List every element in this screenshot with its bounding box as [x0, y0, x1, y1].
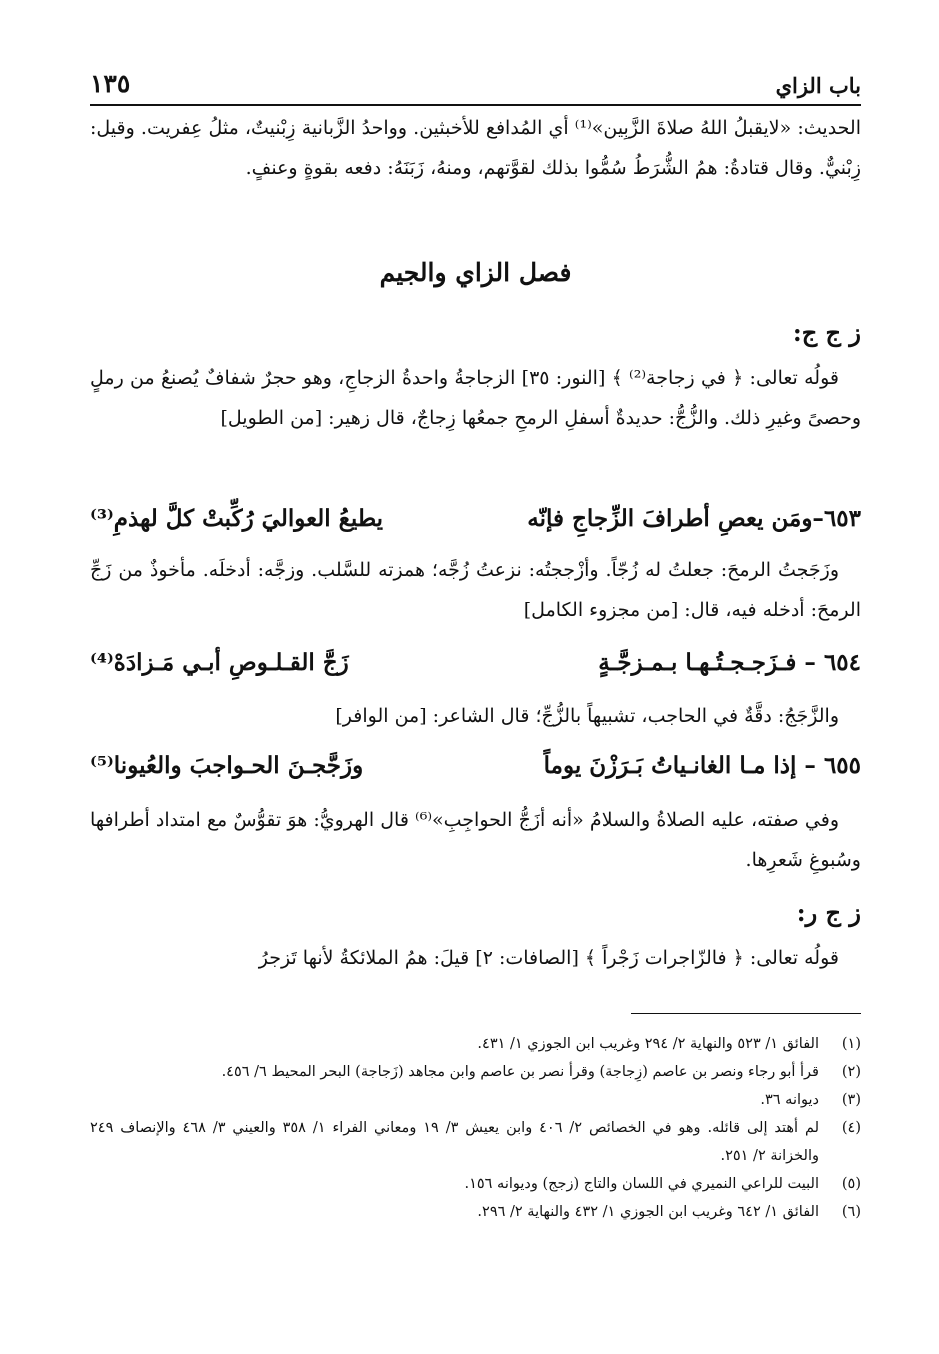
footnote-text: الفائق ١/ ٥٢٣ والنهاية ٢/ ٢٩٤ وغريب ابن الجوزي ١/ ٤٣١. [477, 1036, 819, 1052]
footnote-text: لم أهتد إلى قائله. وهو في الخصائص ٢/ ٤٠٦ وابن يعيش ٣/ ١٩ ومعاني الفراء ١/ ٣٥٨ والعيني ٣/ ٤٦٨ والإنصاف ٢٤٩ والخزانة ٢/ ٢٥١. [90, 1120, 820, 1164]
page-number: ١٣٥ [90, 69, 131, 98]
paragraph-zajajtu: وزَجَجتُ الرمحَ: جعلتُ له زُجّاً. وأزْججتُه: نزعتُ زُجَّه؛ همزته للسَّلب. وزجَّه: أدخلَه. مأخوذٌ من زَجِّ الرمحَ: أدخله فيه، قال: [من مجزوء الكامل] [90, 559, 861, 621]
section-title: فصل الزاي والجيم [379, 258, 572, 287]
paragraph-sifa: وفي صفته، عليه الصلاةُ والسلامُ «أنه أزَجُّ الحواجِبِ»⁽⁶⁾ قال الهرويُّ: هوَ تقوُّسٌ مع امتداد أطرافها وسُبوغِ شَعرِها. [90, 809, 861, 871]
paragraph-zjj: قولُه تعالى: ﴿ في زجاجة⁽²⁾ ﴾ [النور: ٣٥] الزجاجةُ واحدةُ الزجاجِ، وهو حجرٌ شفافٌ يُصنعُ من رملٍ وحصىً وغيرِ ذلك. والزُّجُّ: حديدةٌ أسفلِ الرمحِ جمعُها زِجاجٌ، قال زهير: [من الطويل] [90, 367, 861, 429]
footnotes [90, 1030, 861, 1226]
running-title: باب الزاي [775, 73, 861, 98]
verse-655-second-hemistich: وزَجَّجـنَ الحـواجبَ والعُيونا⁽⁵⁾ [90, 751, 364, 779]
footnote-number: (٣) [841, 1092, 861, 1108]
footnote-item [90, 1198, 861, 1226]
footnote-number: (٦) [841, 1204, 861, 1220]
book-page [90, 0, 861, 1354]
footnote-number: (٢) [841, 1064, 861, 1080]
verse-653-second-hemistich: يطيعُ العواليَ رُكِّبتْ كلَّ لهذمِ⁽³⁾ [90, 504, 384, 532]
footnote-text: قرأ أبو رجاء ونصر بن عاصم (زِجاجة) وقرأ نصر بن عاصم وابن مجاهد (زَجاجة) البحر المحيط ٦/ ٤٥٦. [221, 1064, 819, 1080]
verse-654-second-hemistich: زَجَّ القـلـوصِ أبـي مَـزادَهْ⁽⁴⁾ [90, 648, 349, 676]
footnote-number: (٥) [841, 1176, 861, 1192]
page-header [90, 54, 861, 106]
paragraph-zjr: قولُه تعالى: ﴿ فالزّاجرات زَجْراً ﴾ [الصافات: ٢] قيلَ: همُ الملائكةُ لأنها تَزجرُ [258, 947, 839, 969]
intro-paragraph: الحديث: «لايقبلُ اللهُ صلاةَ الزَّبِين»⁽¹⁾ أي المُدافع للأخبثين. وواحدُ الزَّبانية زِبْنيتٌ، مثلُ عِفريت. وقيل: زِبْنيٌّ. وقال قتادةُ: همُ الشُّرَطُ سُمُّوا بذلك لقوَّتهم، ومنهُ، زَبَنَهُ: دفعه بقوةٍ وعنفٍ. [90, 117, 861, 179]
footnote-item [90, 1030, 861, 1058]
paragraph-zajaj: والزَّجَجُ: دقَّةٌ في الحاجب، تشبيهاً بالزُّجِّ؛ قال الشاعر: [من الوافر] [335, 705, 839, 727]
root-heading-zjj: ز ج ج: [792, 318, 861, 347]
verse-654-first-hemistich: ٦٥٤ – فـزَجـجـتُـهـا بـمـزجَّـةٍ [598, 648, 861, 676]
footnote-text: الفائق ١/ ٦٤٢ وغريب ابن الجوزي ١/ ٤٣٢ والنهاية ٢/ ٢٩٦. [477, 1204, 819, 1220]
footnote-item [90, 1170, 861, 1198]
verse-653 [90, 498, 861, 538]
footnote-item [90, 1114, 861, 1170]
footnote-text: ديوانه ٣٦. [760, 1092, 819, 1108]
root-heading-zjr: ز ج ر: [796, 898, 861, 927]
footnote-separator [631, 1013, 861, 1014]
footnote-item [90, 1058, 861, 1086]
verse-654 [90, 642, 861, 682]
verse-653-first-hemistich: ٦٥٣–ومَن يعصِ أطرافَ الزِّجاجِ فإنّه [527, 504, 861, 532]
footnote-item [90, 1086, 861, 1114]
verse-655-first-hemistich: ٦٥٥ – إذا مـا الغانـياتُ بَـرَزْنَ يوماً [543, 751, 861, 779]
footnote-number: (١) [841, 1036, 861, 1052]
verse-655 [90, 745, 861, 785]
footnote-number: (٤) [841, 1120, 861, 1136]
footnote-text: البيت للراعي النميري في اللسان والتاج (زجج) وديوانه ١٥٦. [464, 1176, 819, 1192]
